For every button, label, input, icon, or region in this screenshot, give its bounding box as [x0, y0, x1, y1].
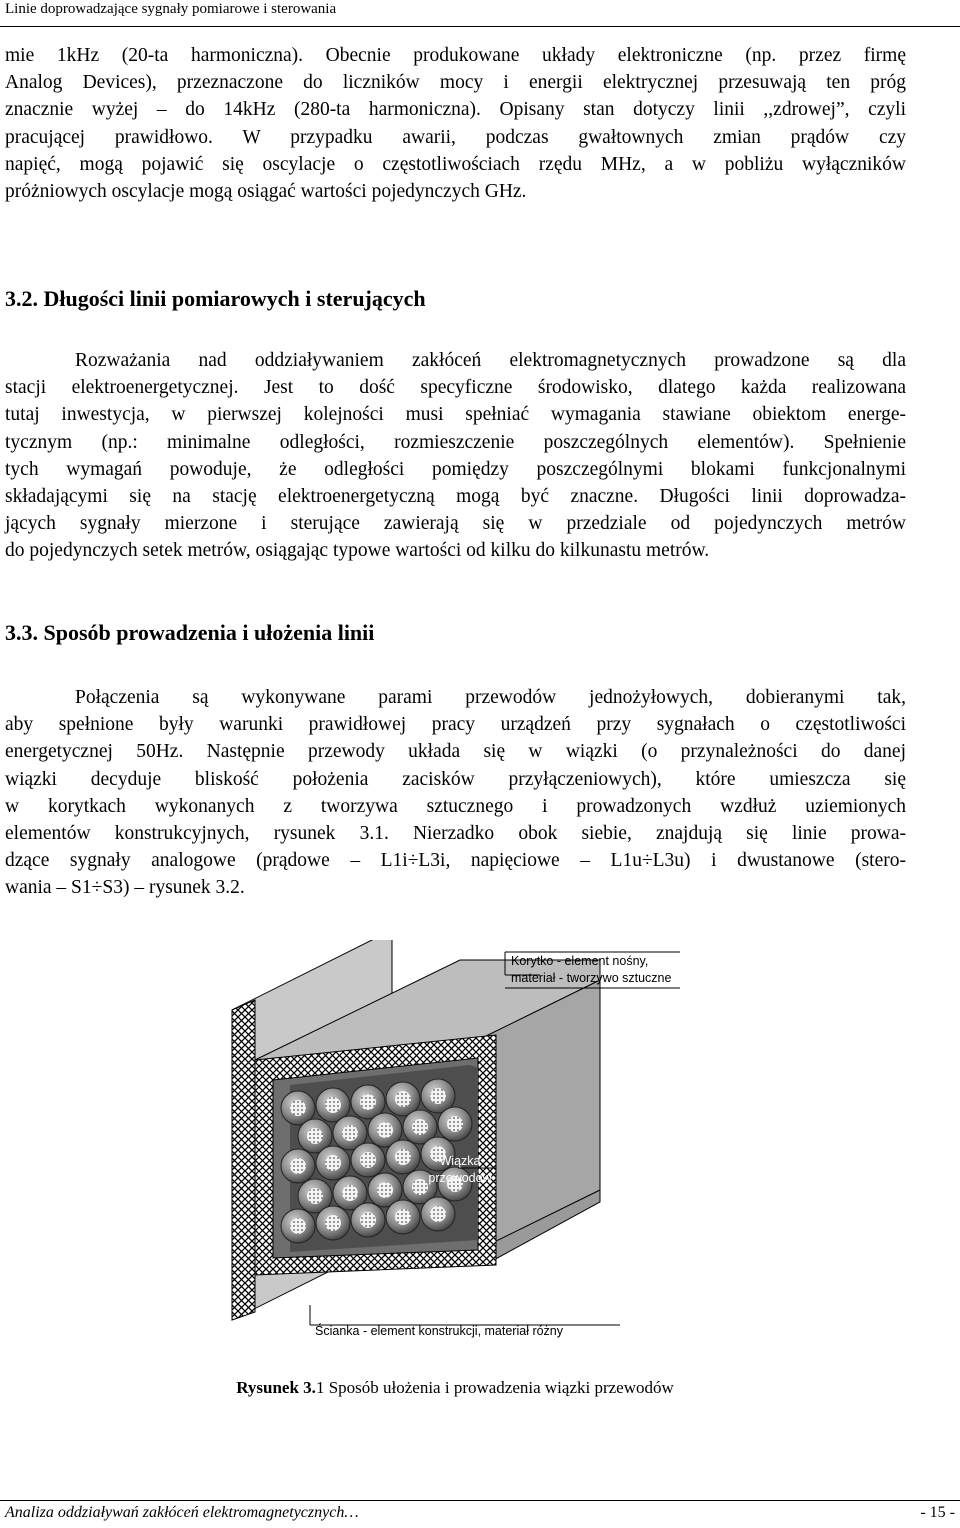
section-heading-3-3: 3.3. Sposób prowadzenia i ułożenia linii — [5, 620, 375, 645]
text-line: napięć, mogą pojawić się oscylacje o częstotliwościach rzędu MHz, a w pobliżu wyłączników — [5, 153, 906, 175]
text-line: pracującej prawidłowo. W przypadku awarii, podczas gwałtownych zmian prądów czy — [5, 126, 906, 148]
text-line: dzące sygnały analogowe (prądowe – L1i÷L3i, napięciowe – L1u÷L3u) i dwustanowe (stero- — [5, 850, 906, 872]
page-number: - 15 - — [920, 1504, 955, 1521]
text-line: Analog Devices), przeznaczone do liczników mocy i energii elektrycznej przesuwają ten próg — [5, 72, 906, 94]
text-line: Połączenia są wykonywane parami przewodów jednożyłowych, dobieranymi tak, — [75, 687, 906, 708]
text-line: próżniowych oscylacje mogą osiągać wartości pojedynczych GHz. — [5, 180, 527, 202]
page-header — [0, 0, 960, 27]
text-line: elementów konstrukcyjnych, rysunek 3.1. Nierzadko obok siebie, znajdują się linie prowa- — [5, 822, 906, 844]
footer-title: Analiza oddziaływań zakłóceń elektromagnetycznych… — [5, 1504, 359, 1521]
tray-label-line-1: Korytko - element nośny, — [511, 954, 649, 968]
header-title: Linie doprowadzające sygnały pomiarowe i sterowania — [5, 1, 337, 17]
text-line: Rozważania nad oddziaływaniem zakłóceń elektromagnetycznych prowadzone są dla — [75, 350, 906, 371]
bundle-label-line-1: Wiązka — [439, 1154, 481, 1168]
text-line: składającymi się na stację elektroenergetyczną mogą być znaczne. Długości linii doprowadza- — [5, 485, 906, 507]
text-line: tycznym (np.: minimalne odległości, rozmieszczenie poszczególnych elementów). Spełnienie — [5, 431, 906, 453]
text-line: w korytkach wykonanych z tworzywa sztucznego i prowadzonych wzdłuż uziemionych — [5, 795, 906, 817]
text-line: wiązki decyduje bliskość położenia zacisków przyłączeniowych), które umieszcza się — [5, 768, 906, 790]
tray-label-line-2: materiał - tworzywo sztuczne — [511, 971, 672, 985]
cable-tray-illustration — [0, 940, 960, 1360]
text-line: energetycznej 50Hz. Następnie przewody układa się w wiązki (o przynależności do danej — [5, 741, 906, 763]
figure-cable-tray — [0, 940, 960, 1360]
wall-label: Ścianka - element konstrukcji, materiał różny — [315, 1324, 564, 1338]
text-line: mie 1kHz (20-ta harmoniczna). Obecnie produkowane układy elektroniczne (np. przez firmę — [5, 45, 906, 66]
text-line: do pojedynczych setek metrów, osiągając typowe wartości od kilku do kilkunastu metrów. — [5, 540, 710, 562]
caption-prefix: Rysunek 3. — [236, 1378, 316, 1397]
figure-caption — [0, 1378, 910, 1398]
paragraph-2 — [5, 347, 906, 565]
page-footer — [0, 1500, 960, 1528]
text-line: wania – S1÷S3) – rysunek 3.2. — [5, 877, 245, 899]
bundle-label-line-2: przewodów — [428, 1171, 492, 1185]
paragraph-3 — [5, 684, 906, 902]
text-line: znacznie wyżej – do 14kHz (280-ta harmoniczna). Opisany stan dotyczy linii ,,zdrowej”, czyli — [5, 99, 906, 121]
text-line: aby spełnione były warunki prawidłowej pracy urządzeń przy sygnałach o częstotliwości — [5, 714, 906, 736]
paragraph-1 — [5, 42, 906, 205]
text-line: jących sygnały mierzone i sterujące zawierają się w przedziale od pojedynczych metrów — [5, 513, 906, 535]
text-line: tych wymagań powoduje, że odległości pomiędzy poszczególnymi blokami funkcjonalnymi — [5, 458, 906, 480]
tray-label — [511, 953, 671, 987]
section-heading-3-2: 3.2. Długości linii pomiarowych i sterujących — [5, 286, 426, 311]
caption-text: 1 Sposób ułożenia i prowadzenia wiązki przewodów — [315, 1378, 674, 1397]
text-line: tutaj inwestycja, w pierwszej kolejności musi spełniać wymagania stawiane obiektom energe- — [5, 404, 906, 426]
bundle-label — [425, 1153, 495, 1187]
text-line: stacji elektroenergetycznej. Jest to dość specyficzne środowisko, dlatego każda realizowana — [5, 377, 906, 399]
